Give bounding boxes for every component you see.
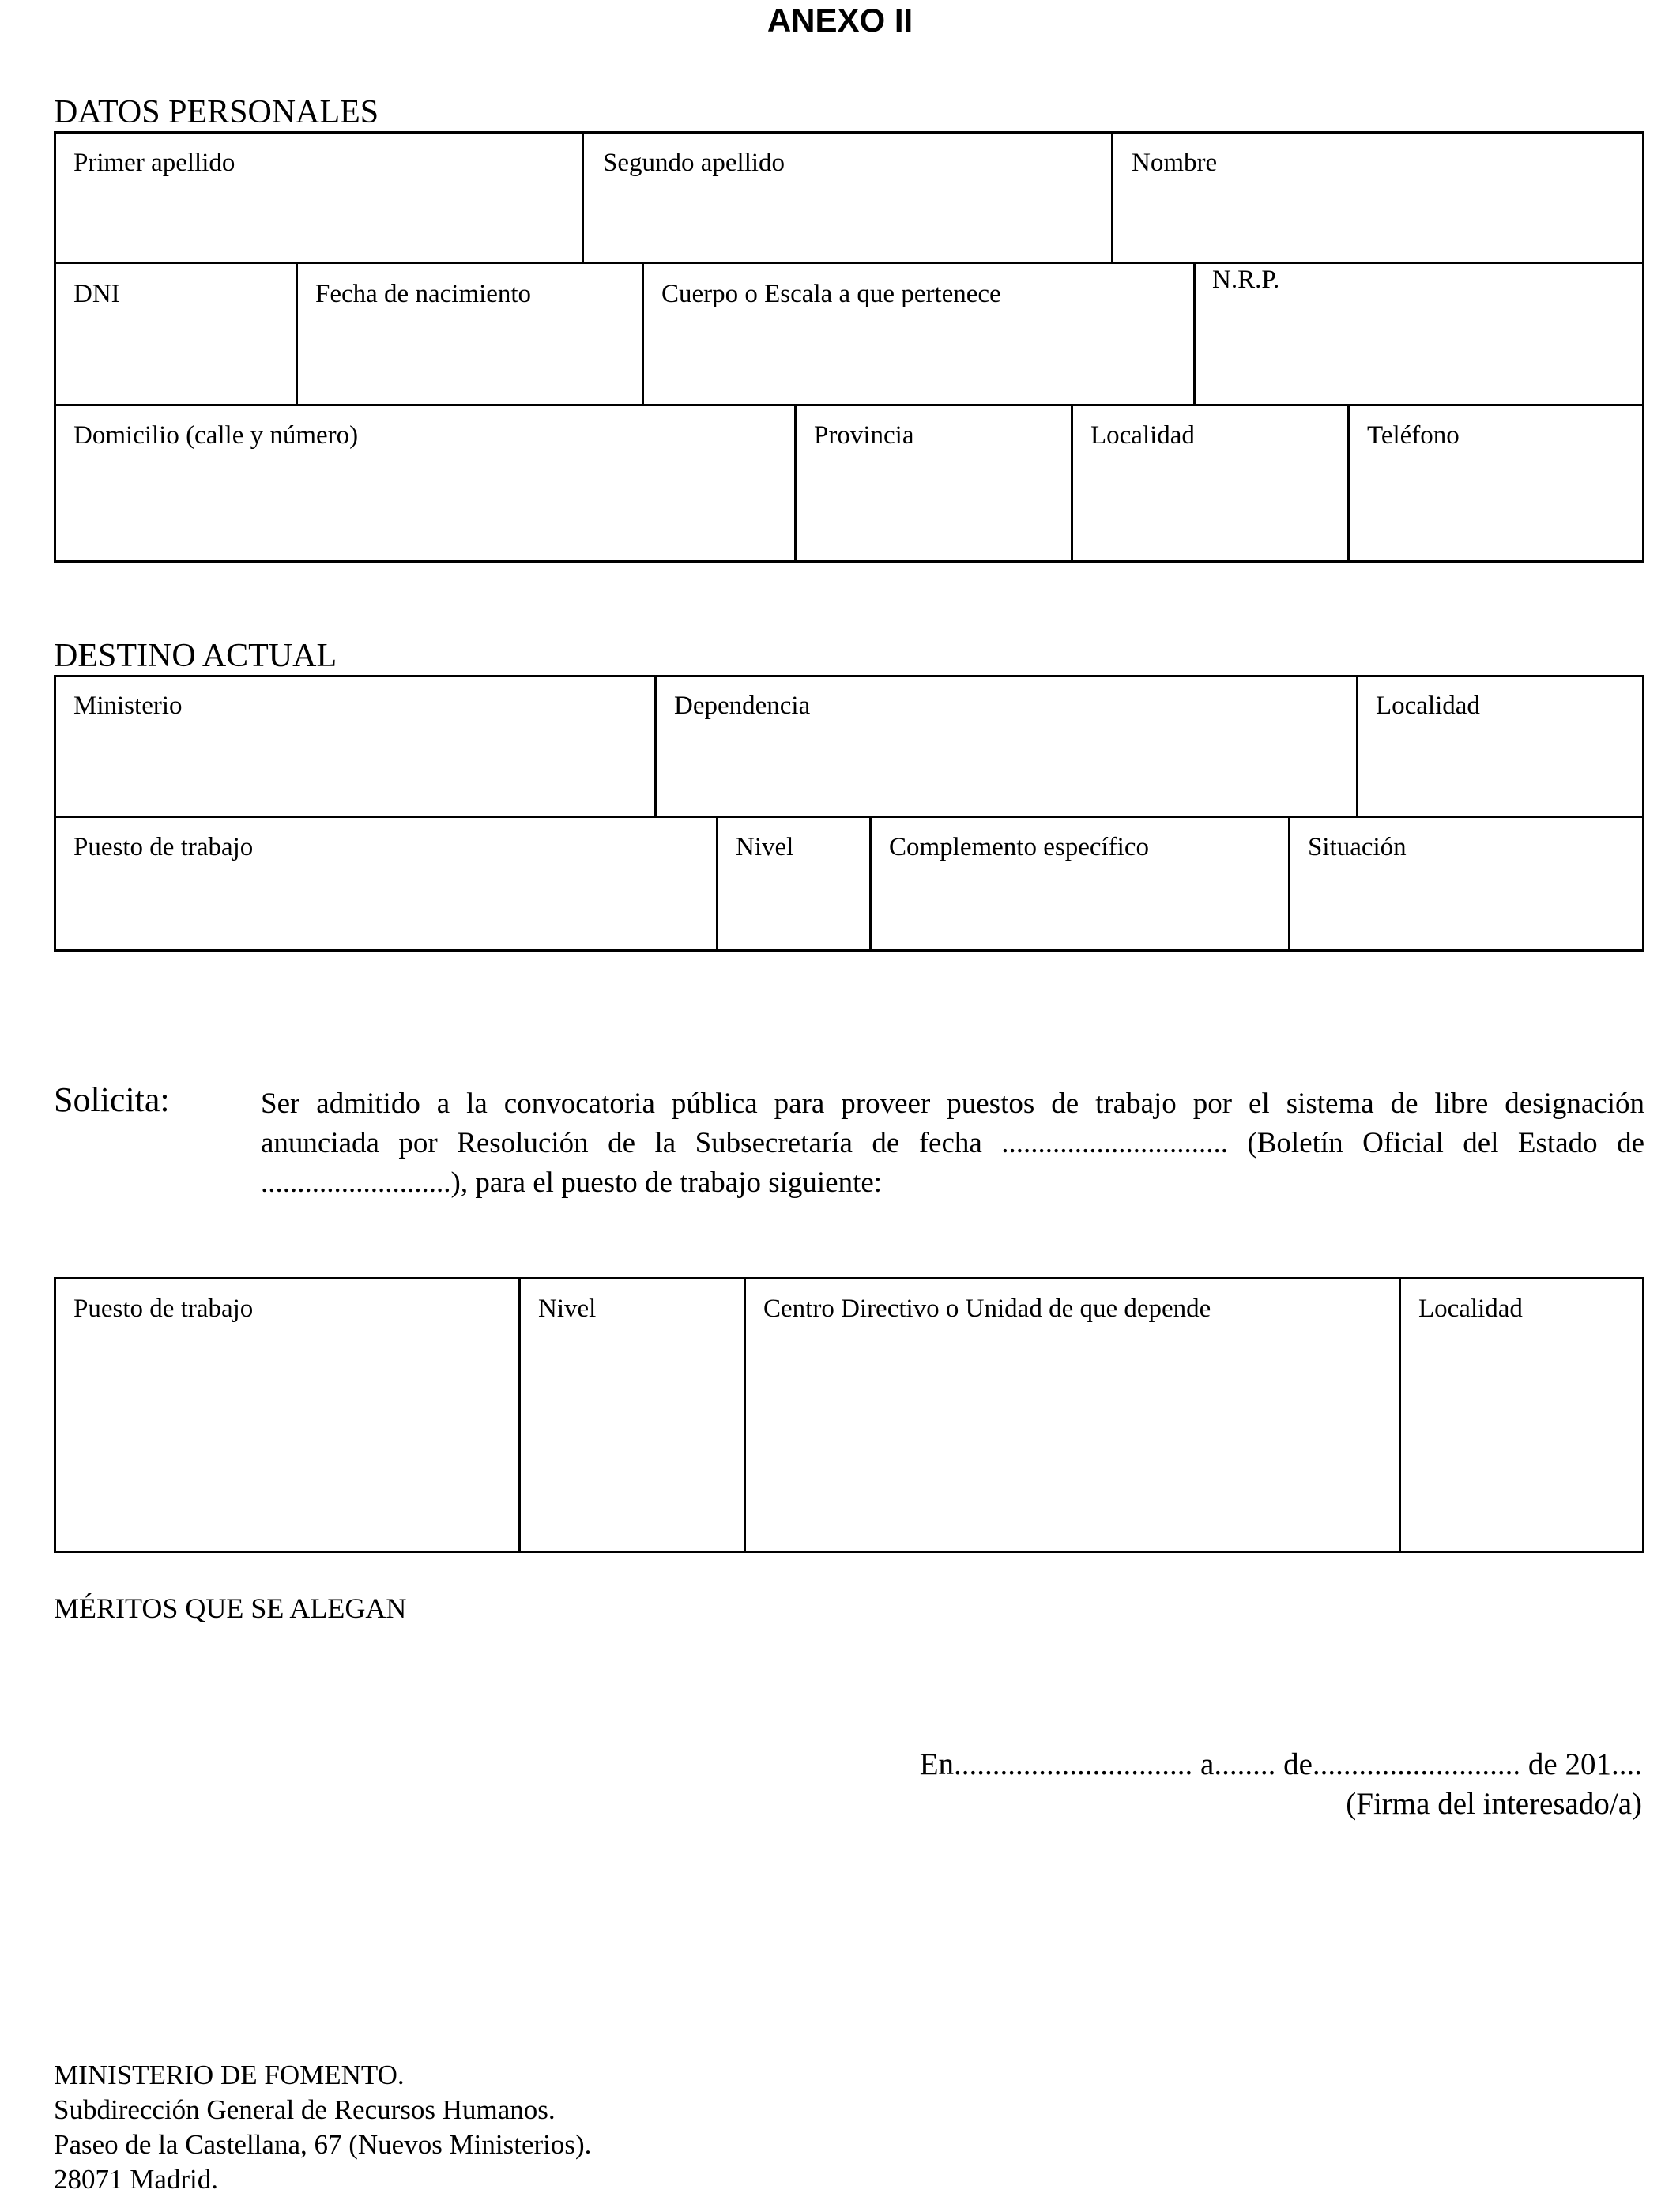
field-primer-apellido[interactable]: Primer apellido: [73, 149, 235, 177]
field-nivel-solicitado[interactable]: Nivel: [538, 1294, 597, 1323]
field-centro-directivo[interactable]: Centro Directivo o Unidad de que depende: [763, 1294, 1211, 1323]
field-nombre[interactable]: Nombre: [1132, 149, 1218, 177]
column-divider: [1399, 1277, 1401, 1553]
field-cuerpo-escala[interactable]: Cuerpo o Escala a que pertenece: [661, 280, 1001, 308]
row-divider: [54, 816, 1644, 818]
field-telefono[interactable]: Teléfono: [1367, 421, 1460, 450]
column-divider: [794, 404, 797, 562]
field-puesto-solicitado[interactable]: Puesto de trabajo: [73, 1294, 254, 1323]
column-divider: [1347, 404, 1350, 562]
firma-label: (Firma del interesado/a): [1346, 1787, 1642, 1821]
field-dni[interactable]: DNI: [73, 280, 120, 308]
field-domicilio[interactable]: Domicilio (calle y número): [73, 421, 359, 450]
column-divider: [1111, 131, 1113, 263]
column-divider: [1288, 816, 1290, 952]
field-nivel[interactable]: Nivel: [736, 833, 794, 861]
solicita-line: ..........................), para el puesto de trabajo siguiente:: [261, 1166, 883, 1199]
address-line: Subdirección General de Recursos Humanos.: [54, 2094, 556, 2125]
row-divider: [54, 404, 1644, 406]
fecha-line[interactable]: En............................... a........ de........................... de 201....: [919, 1747, 1642, 1781]
destino-actual-heading: DESTINO ACTUAL: [54, 638, 337, 674]
column-divider: [654, 675, 657, 817]
solicita-line: anunciada por Resolución de la Subsecretaría de fecha ............................... (Boletín Oficial del Estado de: [261, 1127, 1644, 1159]
column-divider: [1193, 262, 1196, 405]
column-divider: [716, 816, 718, 952]
column-divider: [296, 262, 298, 405]
field-puesto-trabajo[interactable]: Puesto de trabajo: [73, 833, 254, 861]
datos-personales-heading: DATOS PERSONALES: [54, 94, 379, 130]
column-divider: [582, 131, 584, 263]
field-localidad[interactable]: Localidad: [1090, 421, 1195, 450]
field-localidad-solicitada[interactable]: Localidad: [1418, 1294, 1523, 1323]
solicita-line: Ser admitido a la convocatoria pública para proveer puestos de trabajo por el sistema de libre designación: [261, 1087, 1644, 1120]
address-line: 28071 Madrid.: [54, 2164, 219, 2195]
solicita-label: Solicita:: [54, 1080, 170, 1119]
column-divider: [1071, 404, 1073, 562]
meritos-heading: MÉRITOS QUE SE ALEGAN: [54, 1592, 407, 1624]
field-complemento-especifico[interactable]: Complemento específico: [889, 833, 1149, 861]
field-situacion[interactable]: Situación: [1308, 833, 1407, 861]
column-divider: [518, 1277, 521, 1553]
column-divider: [1356, 675, 1358, 817]
solicita-paragraph: [261, 1084, 1644, 1203]
field-provincia[interactable]: Provincia: [814, 421, 914, 450]
field-ministerio[interactable]: Ministerio: [73, 692, 183, 720]
document-title: ANEXO II: [767, 2, 913, 39]
address-line: Paseo de la Castellana, 67 (Nuevos Ministerios).: [54, 2129, 592, 2160]
column-divider: [744, 1277, 746, 1553]
row-divider: [54, 262, 1644, 264]
field-localidad-destino[interactable]: Localidad: [1376, 692, 1480, 720]
address-line: MINISTERIO DE FOMENTO.: [54, 2059, 405, 2090]
field-segundo-apellido[interactable]: Segundo apellido: [603, 149, 785, 177]
field-nrp[interactable]: N.R.P.: [1212, 266, 1280, 294]
field-fecha-nacimiento[interactable]: Fecha de nacimiento: [315, 280, 532, 308]
address-block: [54, 2058, 591, 2197]
field-dependencia[interactable]: Dependencia: [674, 692, 811, 720]
column-divider: [869, 816, 872, 952]
column-divider: [642, 262, 644, 405]
datos-personales-border: [54, 131, 1644, 563]
